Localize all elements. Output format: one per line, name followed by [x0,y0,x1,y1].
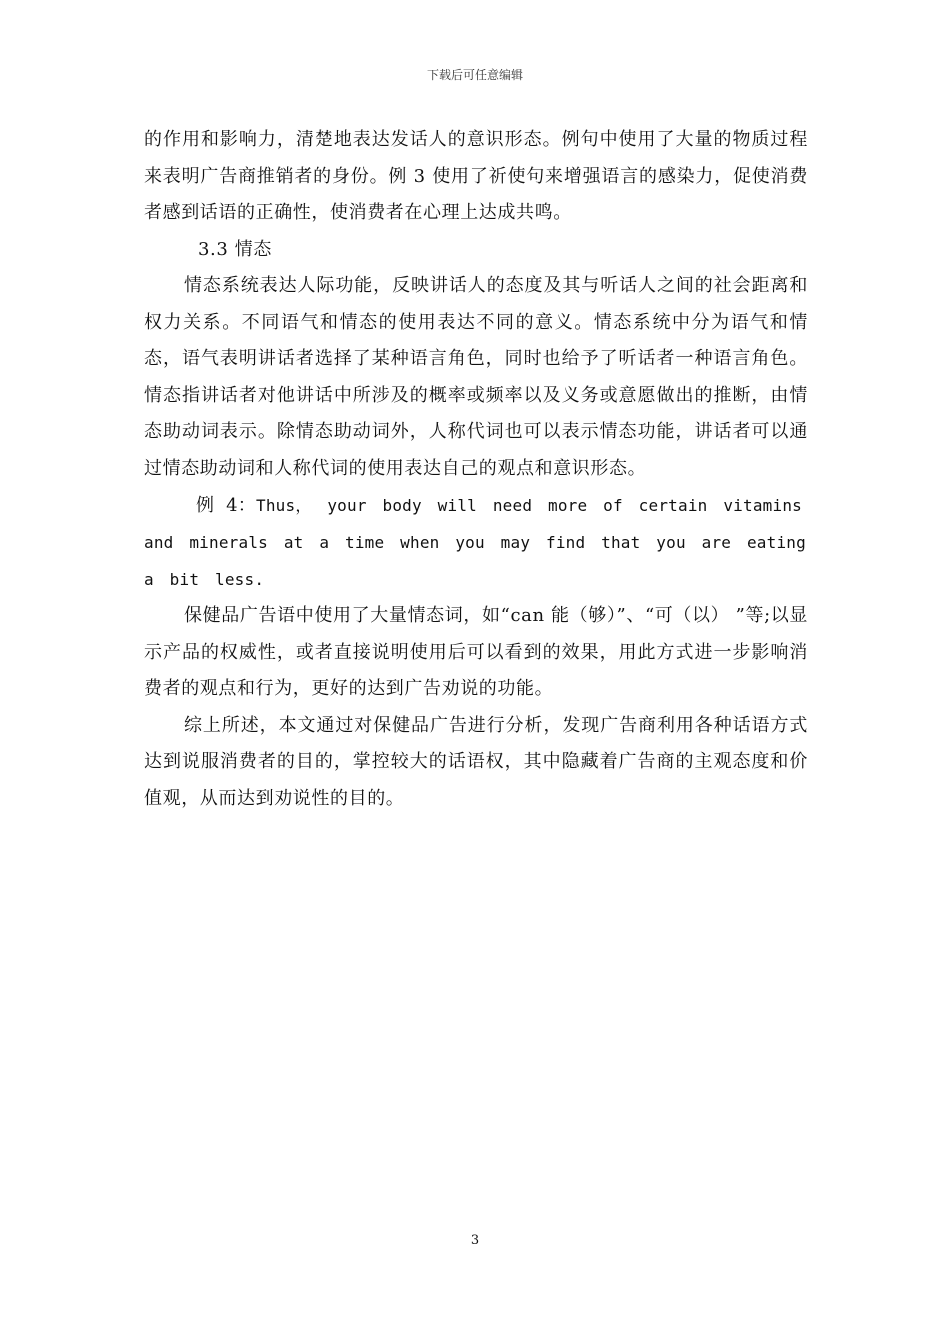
paragraph-conclusion: 综上所述，本文通过对保健品广告进行分析，发现广告商利用各种话语方式达到说服消费者的目的，掌控较大的话语权，其中隐藏着广告商的主观态度和价值观，从而达到劝说性的目的。 [144,714,808,809]
paragraph-modality: 情态系统表达人际功能，反映讲话人的态度及其与听话人之间的社会距离和权力关系。不同语气和情态的使用表达不同的意义。情态系统中分为语气和情态，语气表明讲话者选择了某种语言角色，同时也给予了听话者一种语言角色。情态指讲话者对他讲话中所涉及的概率或频率以及义务或意愿做出的推断，由情态助动词表示。除情态助动词外，人称代词也可以表示情态功能，讲话者可以通过情态助动词和人称代词的使用表达自己的观点和意识形态。 [144,275,808,479]
paragraph-health-products: 保健品广告语中使用了大量情态词，如“can 能（够）”、“可（以） ”等;以显示产品的权威性，或者直接说明使用后可以看到的效果，用此方式进一步影响消费者的观点和行为，更好的达到广告劝说的功能。 [144,605,808,699]
paragraph-continued: 的作用和影响力，清楚地表达发话人的意识形态。例句中使用了大量的物质过程来表明广告商推销者的身份。例 3 使用了祈使句来增强语言的感染力，促使消费者感到话语的正确性，使消费者在心理上达成共鸣。 [144,129,808,223]
page-header: 下载后可任意编辑 [426,68,523,82]
document-body [144,122,808,817]
example-4 [144,487,808,598]
page-number: 3 [470,1233,480,1248]
example-label: 例 4： [196,495,256,516]
section-heading: 3.3 情态 [198,238,272,260]
example-text: Thus， your body will need more of certain vitamins and minerals at a time when you may find that you are eating a bit less. [144,496,806,589]
